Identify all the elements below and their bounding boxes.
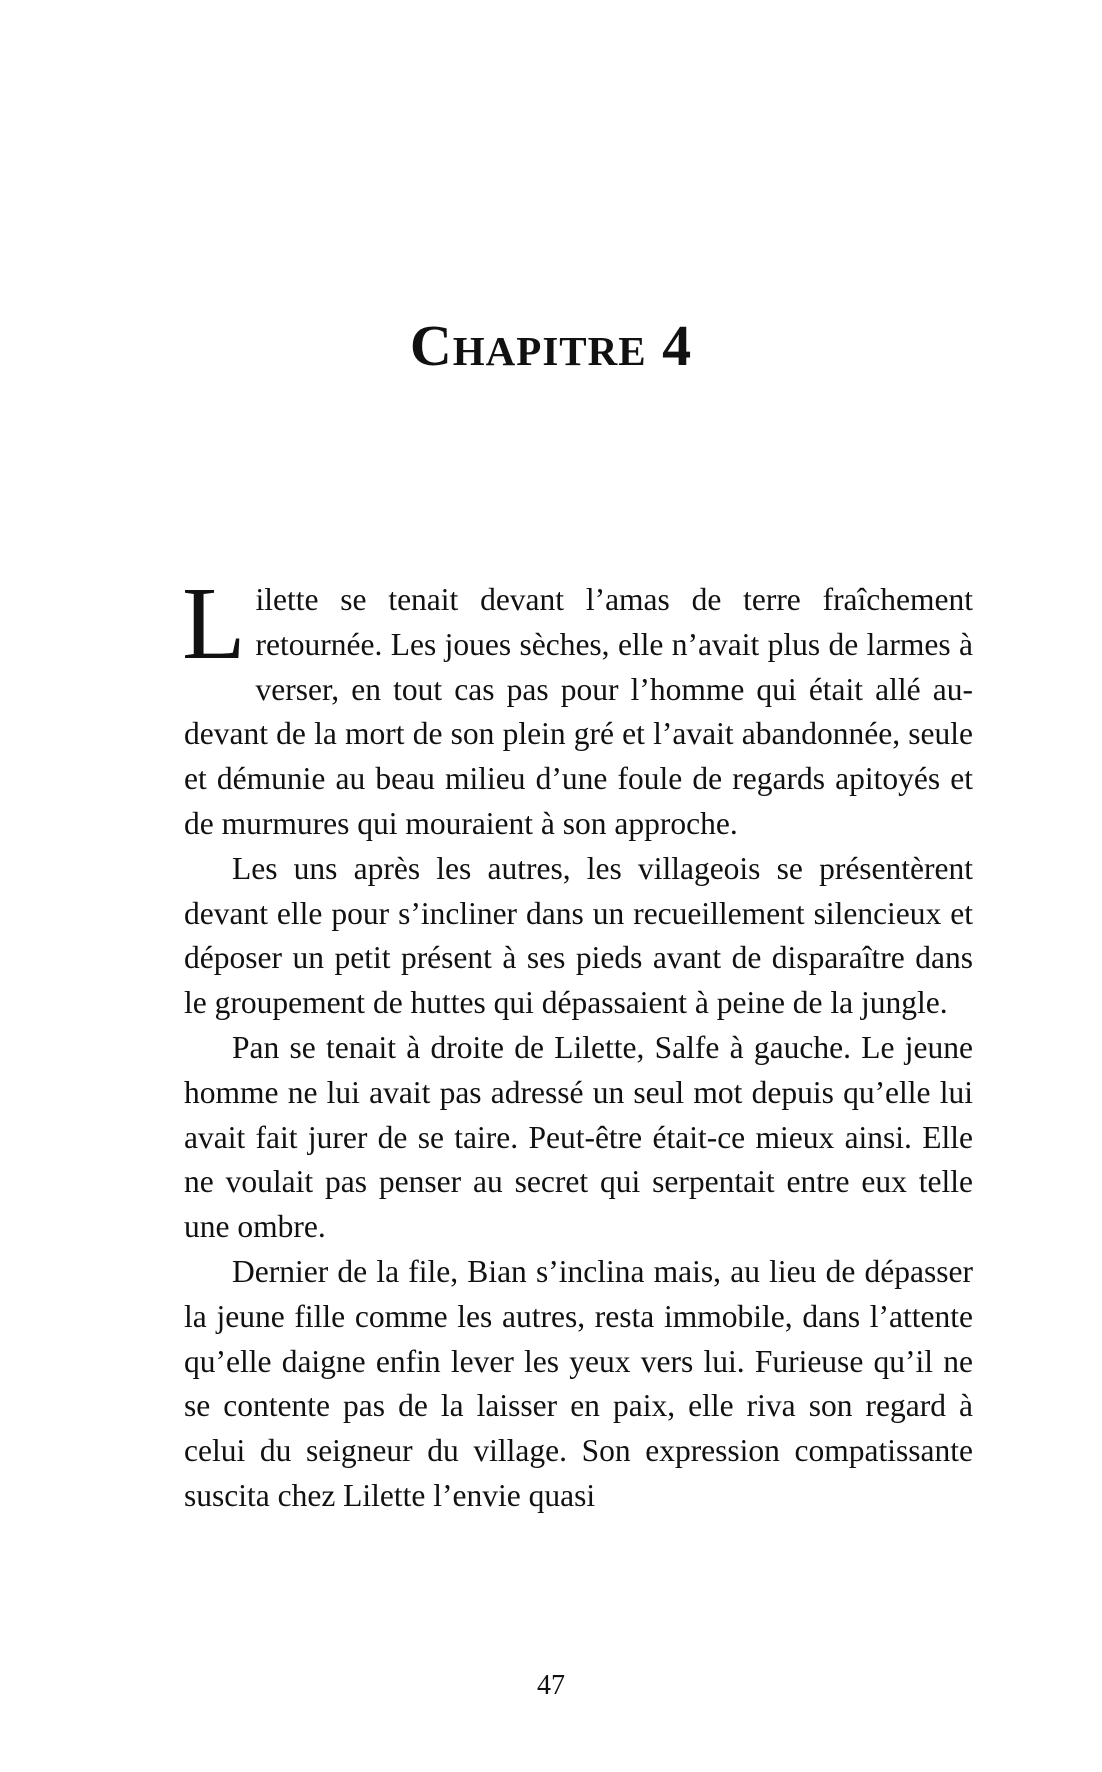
paragraph-3: Pan se tenait à droite de Lilette, Salfe à gauche. Le jeune homme ne lui avait pas adressé un seul mot depuis qu’elle lui avait fait jurer de se taire. Peut-être était-ce mieux ainsi. Elle ne voulait pas penser au secret qui serpentait entre eux telle une ombre. bbox=[184, 1029, 973, 1245]
paragraph-4: Dernier de la file, Bian s’inclina mais, au lieu de dépasser la jeune fille comme les autres, resta immobile, dans l’attente qu’elle daigne enfin lever les yeux vers lui. Furieuse qu’il ne se contente pas de la laisser en paix, elle riva son regard à celui du seigneur du village. Son expression compatissante suscita chez Lilette l’envie quasi bbox=[184, 1253, 973, 1513]
page-number: 47 bbox=[537, 1670, 565, 1701]
chapter-body bbox=[182, 566, 973, 1519]
paragraph-1 bbox=[182, 566, 973, 847]
drop-cap: L bbox=[182, 566, 246, 681]
paragraph-1-text: ilette se tenait devant l’amas de terre fraîchement retournée. Les joues sèches, elle n’avait plus de larmes à verser, en tout cas pas pour l’homme qui était allé au-devant de la mort de son plein gré et l’avait abandonnée, seule et démunie au beau milieu d’une foule de regards apitoyés et de murmures qui mouraient à son approche. bbox=[184, 582, 973, 841]
paragraph-2: Les uns après les autres, les villageois se présentèrent devant elle pour s’incliner dans un recueillement silencieux et déposer un petit présent à ses pieds avant de disparaître dans le groupement de huttes qui dépassaient à peine de la jungle. bbox=[184, 850, 973, 1021]
chapter-title: Chapitre 4 bbox=[409, 312, 693, 378]
